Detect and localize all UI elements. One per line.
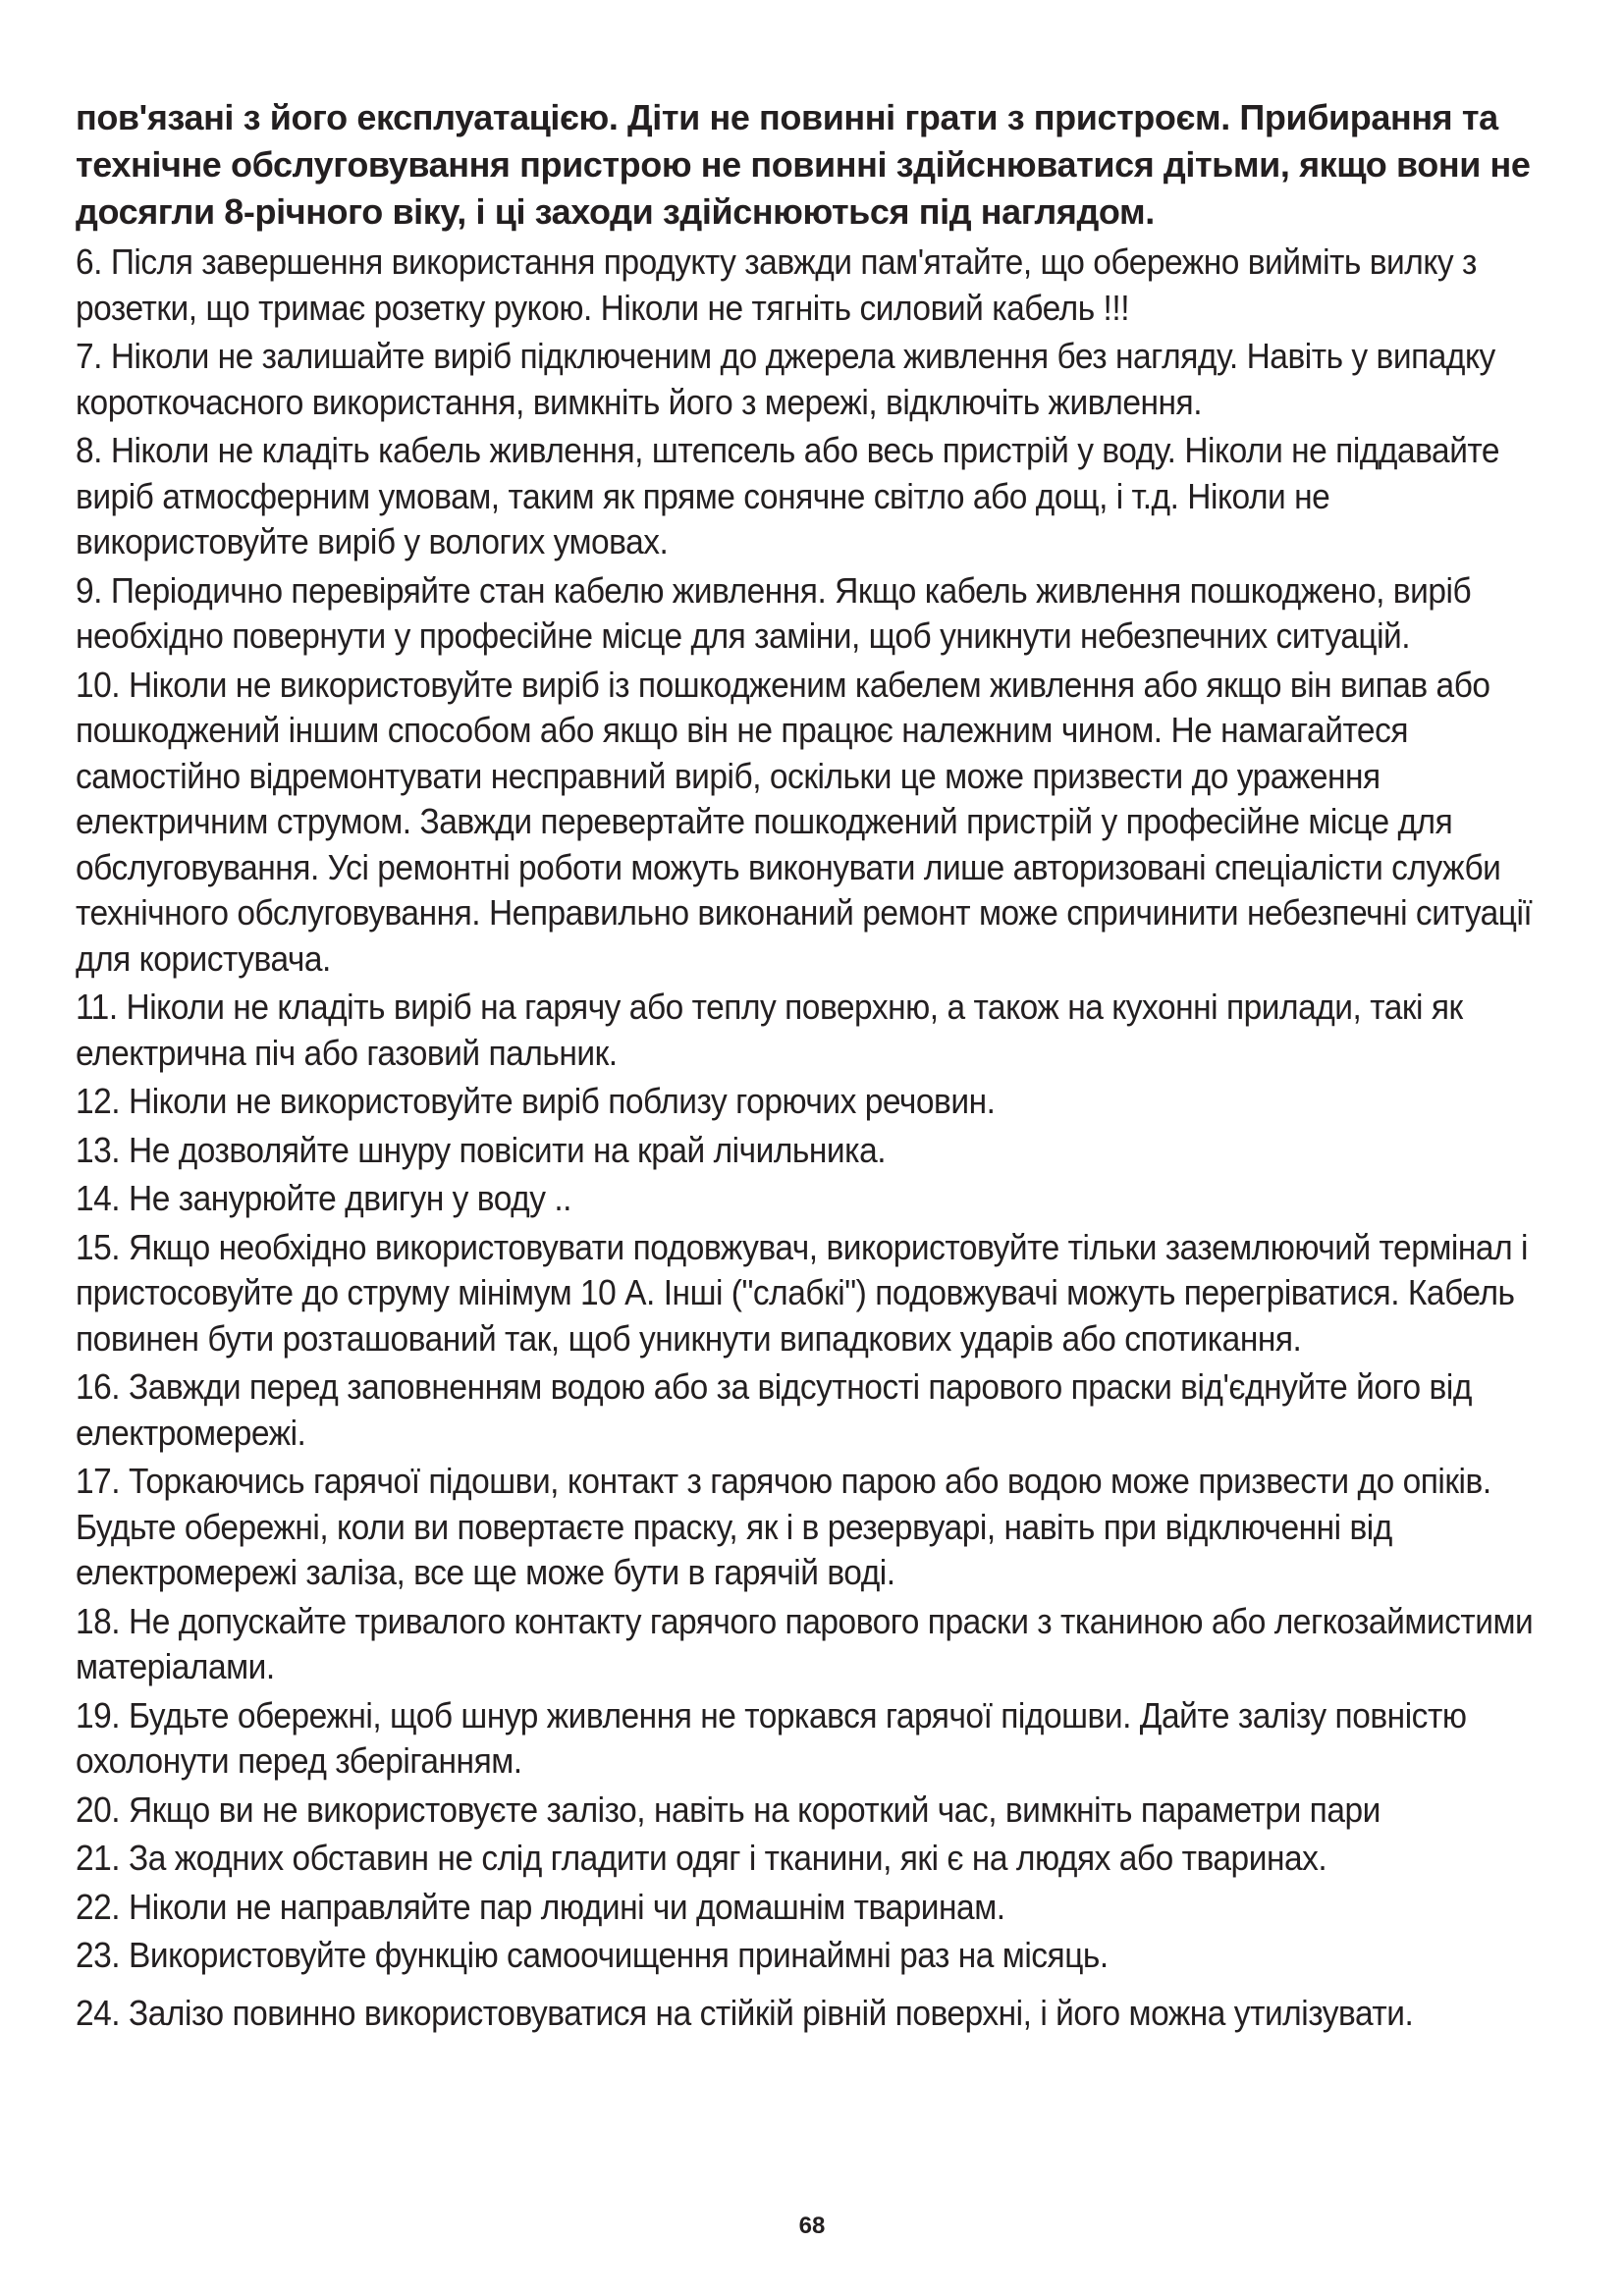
page-number: 68	[798, 2213, 826, 2239]
list-item-17: 17. Торкаючись гарячої підошви, контакт з гарячою парою або водою може призвести до опіків. Будьте обережні, коли ви повертаєте праску, як і в резервуарі, навіть при відключенні від електромережі заліза, все ще може бути в гарячій воді.	[76, 1461, 1491, 1592]
list-item-20: 20. Якщо ви не використовуєте залізо, навіть на короткий час, вимкніть параметри пари	[76, 1789, 1380, 1830]
list-item-19: 19. Будьте обережні, щоб шнур живлення не торкався гарячої підошви. Дайте залізу повністю охолонути перед зберіганням.	[76, 1694, 1467, 1781]
intro-paragraph: пов'язані з його експлуатацією. Діти не повинні грати з пристроєм. Прибирання та технічне обслуговування пристрою не повинні здійснюватися дітьми, якщо вони не досягли 8-річного віку, і ці заходи здійснюються під наглядом.	[76, 97, 1531, 232]
document-body	[76, 94, 1568, 2041]
list-item-22: 22. Ніколи не направляйте пар людині чи домашнім тваринам.	[76, 1886, 1005, 1927]
list-item-10: 10. Ніколи не використовуйте виріб із пошкодженим кабелем живлення або якщо він випав або пошкоджений іншим способом або якщо він не працює належним чином. Не намагайтеся самостійно відремонтувати несправний виріб, оскільки це може призвести до ураження електричним струмом. Завжди перевертайте пошкоджений пристрій у професійне місце для обслуговування. Усі ремонтні роботи можуть виконувати лише авторизовані спеціалісти служби технічного обслуговування. Неправильно виконаний ремонт може спричинити небезпечні ситуації для користувача.	[76, 664, 1533, 979]
list-item-11: 11. Ніколи не кладіть виріб на гарячу або теплу поверхню, а також на кухонні прилади, такі як електрична піч або газовий пальник.	[76, 987, 1463, 1073]
list-item-13: 13. Не дозволяйте шнуру повісити на край лічильника.	[76, 1129, 887, 1170]
list-item-21: 21. За жодних обставин не слід гладити одяг і тканини, які є на людях або тваринах.	[76, 1838, 1327, 1878]
list-item-16: 16. Завжди перед заповненням водою або за відсутності парового праски від'єднуйте його від електромережі.	[76, 1366, 1472, 1453]
list-item-23: 23. Використовуйте функцію самоочищення принаймні раз на місяць.	[76, 1935, 1109, 1975]
list-item-12: 12. Ніколи не використовуйте виріб поблизу горючих речовин.	[76, 1081, 996, 1121]
list-item-18: 18. Не допускайте тривалого контакту гарячого парового праски з тканиною або легкозаймистими матеріалами.	[76, 1600, 1534, 1686]
list-item-15: 15. Якщо необхідно використовувати подовжувач, використовуйте тільки заземлюючий термінал і пристосовуйте до струму мінімум 10 А. Інші ("слабкі") подовжувачі можуть перегріватися. Кабель повинен бути розташований так, щоб уникнути випадкових ударів або спотикання.	[76, 1226, 1528, 1359]
list-item-8: 8. Ніколи не кладіть кабель живлення, штепсель або весь пристрій у воду. Ніколи не піддавайте виріб атмосферним умовам, таким як пряме сонячне світло або дощ, і т.д. Ніколи не використовуйте виріб у вологих умовах.	[76, 430, 1500, 561]
list-item-6: 6. Після завершення використання продукту завжди пам'ятайте, що обережно вийміть вилку з розетки, що тримає розетку рукою. Ніколи не тягніть силовий кабель !!!	[76, 241, 1477, 328]
list-item-7: 7. Ніколи не залишайте виріб підключеним до джерела живлення без нагляду. Навіть у випадку короткочасного використання, вимкніть його з мережі, відключіть живлення.	[76, 336, 1495, 422]
list-item-14: 14. Не занурюйте двигун у воду ..	[76, 1178, 572, 1218]
list-item-9: 9. Періодично перевіряйте стан кабелю живлення. Якщо кабель живлення пошкоджено, виріб необхідно повернути у професійне місце для заміни, щоб уникнути небезпечних ситуацій.	[76, 569, 1472, 656]
list-item-24: 24. Залізо повинно використовуватися на стійкій рівній поверхні, і його можна утилізувати.	[76, 1992, 1414, 2033]
